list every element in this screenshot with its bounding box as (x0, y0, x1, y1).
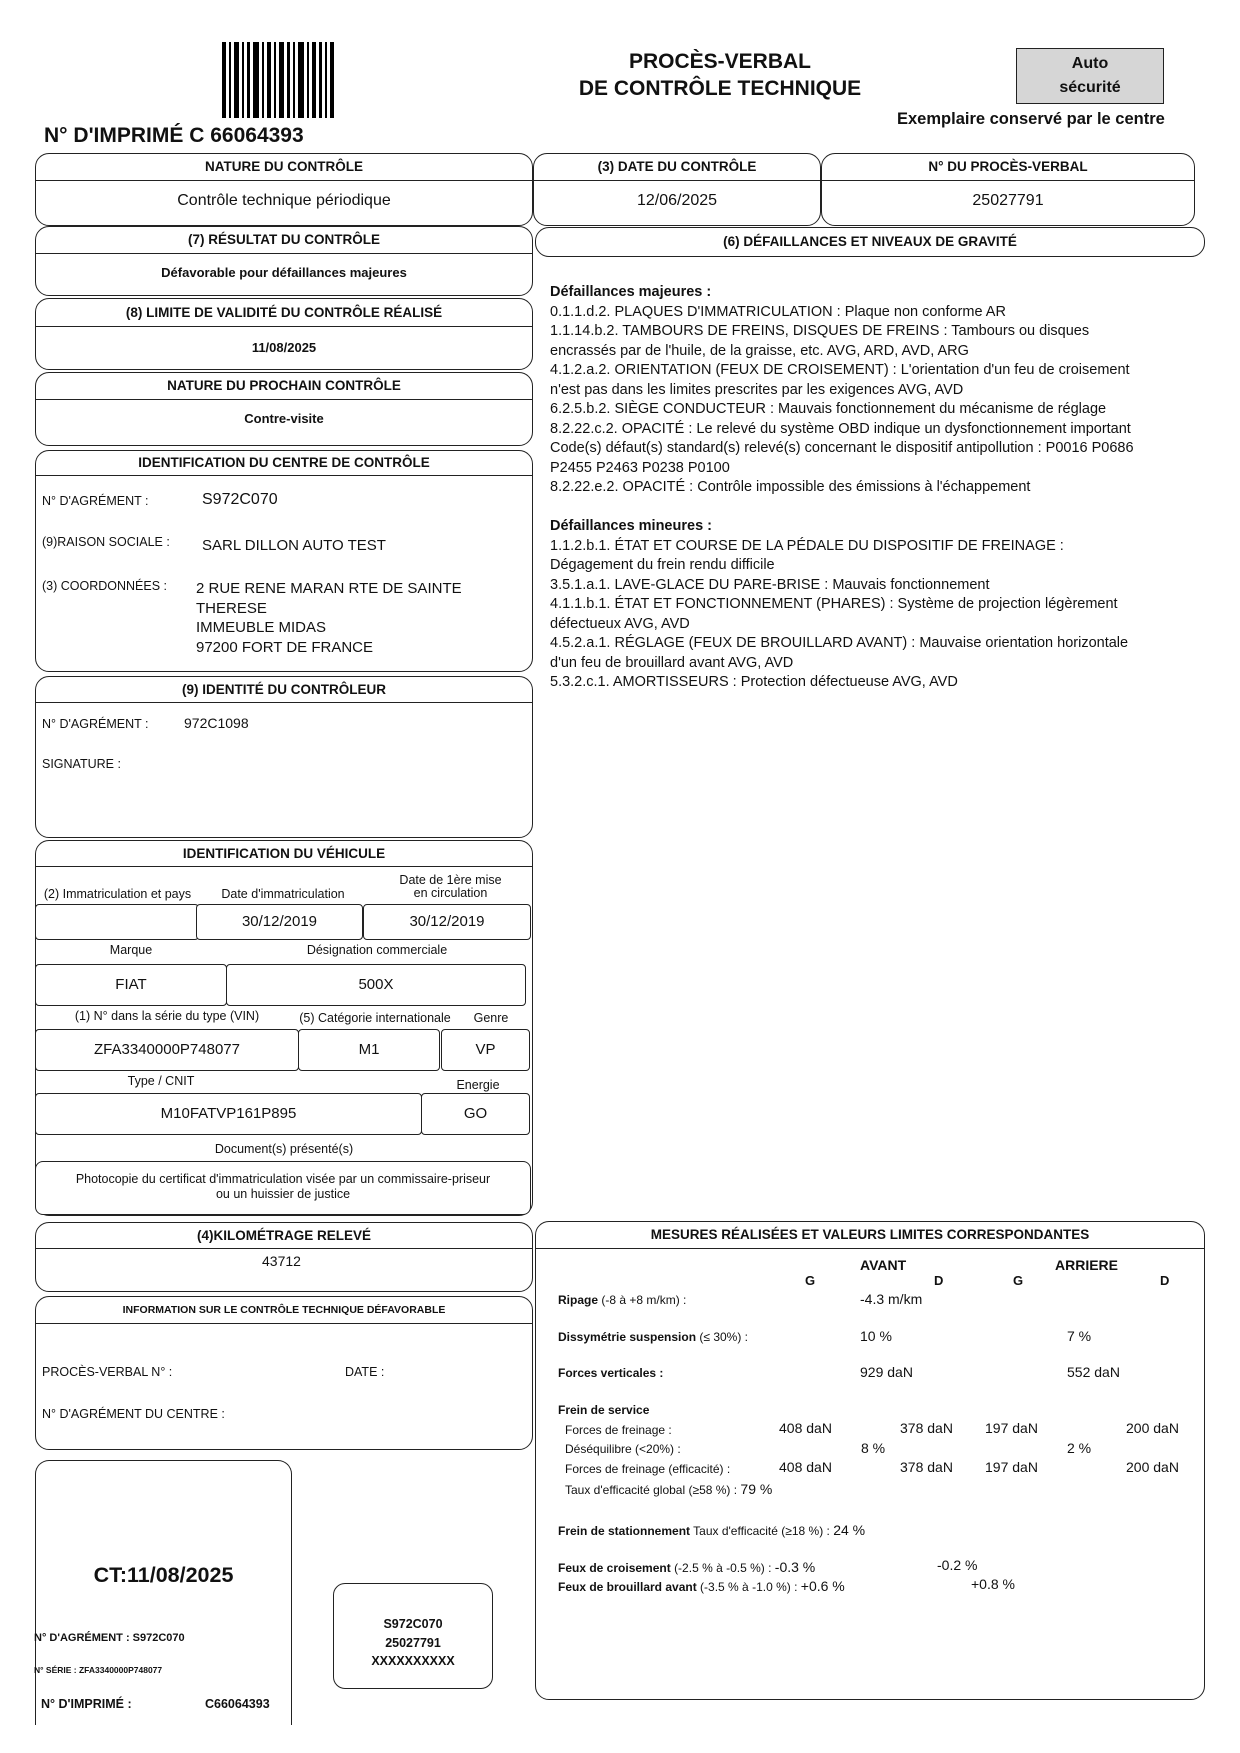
centre-agrement-value: S972C070 (202, 491, 278, 508)
centre-stamp (333, 1583, 493, 1689)
first-circ-label (367, 874, 534, 900)
vin-value: ZFA3340000P748077 (35, 1029, 299, 1071)
energie-label: Energie (456, 1078, 500, 1092)
majeures-title: Défaillances majeures : (550, 284, 712, 300)
freinage-avd: 378 daN (900, 1420, 953, 1436)
genre-label: Genre (473, 1011, 509, 1025)
defaillances-list (550, 283, 1140, 693)
defect-item: 4.1.2.a.2. ORIENTATION (FEUX DE CROISEMENT) : L'orientation d'un feu de croisement n'est pas dans les limites prescrites par les exigences AVG, AVD (550, 362, 1130, 398)
date-control-value: 12/06/2025 (636, 192, 718, 209)
vin-label: (1) N° dans la série du type (VIN) (74, 1009, 260, 1023)
centre-box (35, 450, 533, 672)
date-control-box (533, 153, 821, 226)
brand-badge (1016, 48, 1164, 104)
dissym-limit: (≤ 30%) : (699, 1330, 749, 1344)
controleur-agrement-label: N° D'AGRÉMENT : (42, 717, 149, 731)
defect-item: 6.2.5.b.2. SIÈGE CONDUCTEUR : Mauvais fonctionnement du mécanisme de réglage (550, 401, 1107, 417)
croisement-d: -0.2 % (937, 1557, 978, 1573)
info-pv-label: PROCÈS-VERBAL N° : (42, 1365, 173, 1379)
controleur-signature-label: SIGNATURE : (42, 757, 121, 771)
defaillances-header (535, 227, 1205, 257)
validity-box (35, 298, 533, 370)
documents-label: Document(s) présenté(s) (214, 1142, 354, 1156)
centre-coord-line: THERESE (196, 599, 267, 617)
brouillard-row (558, 1578, 845, 1594)
ripage-value: -4.3 m/km (860, 1291, 923, 1307)
defect-item: 4.1.1.b.1. ÉTAT ET FONCTIONNEMENT (PHARES) : Système de projection légèrement défectueux AVG, AVD (550, 596, 1118, 632)
forces-v-label: Forces verticales : (558, 1366, 664, 1380)
efficacite-avg: 408 daN (779, 1459, 832, 1475)
controleur-label: (9) IDENTITÉ DU CONTRÔLEUR (36, 677, 532, 703)
title-line-1: PROCÈS-VERBAL (628, 50, 812, 73)
centre-coord-value (196, 579, 462, 657)
centre-raison-value: SARL DILLON AUTO TEST (202, 537, 386, 554)
first-circ-label-2: en circulation (413, 886, 488, 900)
stamp-line-1: S972C070 (383, 1617, 443, 1631)
centre-coord-label: (3) COORDONNÉES : (42, 579, 168, 593)
service-label: Frein de service (558, 1403, 650, 1417)
defect-item: 8.2.22.c.2. OPACITÉ : Le relevé du système OBD indique un dysfonctionnement important (550, 420, 1131, 437)
centre-label: IDENTIFICATION DU CENTRE DE CONTRÔLE (36, 451, 532, 476)
centre-raison-label: (9)RAISON SOCIALE : (42, 535, 170, 549)
date-immat-label: Date d'immatriculation (221, 887, 345, 901)
nature-label: NATURE DU CONTRÔLE (36, 154, 532, 181)
desequilibre-arriere: 2 % (1067, 1440, 1092, 1456)
centre-coord-line: 2 RUE RENE MARAN RTE DE SAINTE (196, 580, 462, 597)
type-value: M10FATVP161P895 (35, 1093, 422, 1135)
dissym-arriere: 7 % (1067, 1328, 1092, 1344)
avant-d: D (934, 1273, 944, 1288)
croisement-limit: (-2.5 % à -0.5 %) : (674, 1561, 772, 1575)
validity-label: (8) LIMITE DE VALIDITÉ DU CONTRÔLE RÉALISÉ (36, 299, 532, 327)
brand-line-1: Auto (1071, 55, 1109, 72)
kilometrage-value: 43712 (262, 1253, 301, 1269)
marque-label: Marque (109, 943, 153, 957)
next-control-value: Contre-visite (244, 411, 324, 426)
defect-item: 1.1.2.b.1. ÉTAT ET COURSE DE LA PÉDALE DU DISPOSITIF DE FREINAGE : Dégagement du frein rendu difficile (550, 537, 1064, 573)
stamp-line-2: 25027791 (385, 1635, 441, 1650)
barcode (222, 42, 334, 118)
type-label: Type / CNIT (127, 1074, 195, 1088)
vignette (35, 1460, 292, 1725)
dissym-avant: 10 % (860, 1328, 892, 1344)
brouillard-d: +0.8 % (971, 1576, 1015, 1592)
centre-coord-line: IMMEUBLE MIDAS (196, 619, 327, 636)
stationnement-row (558, 1522, 865, 1538)
designation-value: 500X (226, 964, 526, 1006)
desequilibre-avant: 8 % (861, 1440, 886, 1456)
arriere-d: D (1160, 1273, 1170, 1288)
freinage-avg: 408 daN (779, 1420, 832, 1436)
centre-coord-line: 97200 FORT DE FRANCE (196, 638, 374, 656)
defaillances-label: (6) DÉFAILLANCES ET NIVEAUX DE GRAVITÉ (723, 234, 1017, 249)
nature-box (35, 153, 533, 226)
arriere-g: G (1013, 1273, 1024, 1288)
avant-g: G (805, 1273, 816, 1288)
defect-item: 8.2.22.e.2. OPACITÉ : Contrôle impossible des émissions à l'échappement (550, 479, 1031, 495)
stationnement-label: Frein de stationnement (558, 1524, 691, 1538)
vignette-serie: N° SÉRIE : ZFA3340000P748077 (34, 1665, 163, 1675)
efficacite-avd: 378 daN (900, 1459, 953, 1475)
info-defavorable-box (35, 1296, 533, 1450)
immat-value (35, 904, 199, 940)
vignette-ct-date: CT:11/08/2025 (93, 1563, 234, 1587)
dissym-row (558, 1330, 748, 1344)
ripage-row (558, 1293, 686, 1307)
defect-item: 3.5.1.a.1. LAVE-GLACE DU PARE-BRISE : Mauvais fonctionnement (550, 576, 990, 593)
categorie-value: M1 (298, 1029, 440, 1071)
stationnement-limit: Taux d'efficacité (≥18 %) : (693, 1524, 830, 1538)
dissym-label: Dissymétrie suspension (558, 1330, 697, 1344)
brouillard-limit: (-3.5 % à -1.0 %) : (700, 1580, 798, 1594)
taux-global-label: Taux d'efficacité global (≥58 %) : (565, 1483, 738, 1497)
marque-value: FIAT (35, 964, 227, 1006)
arriere-header: ARRIERE (1055, 1257, 1119, 1273)
efficacite-arg: 197 daN (985, 1459, 1038, 1475)
defect-item: 5.3.2.c.1. AMORTISSEURS : Protection défectueuse AVG, AVD (550, 674, 958, 690)
defect-item: 0.1.1.d.2. PLAQUES D'IMMATRICULATION : Plaque non conforme AR (550, 303, 1006, 320)
nature-value: Contrôle technique périodique (177, 192, 391, 209)
defect-item: Code(s) défaut(s) standard(s) relevé(s) concernant le dispositif antipollution : P0016 P0686 P2455 P2463 P0238 P0100 (550, 440, 1134, 476)
documents-line-1: Photocopie du certificat d'immatriculation visée par un commissaire-priseur (75, 1172, 491, 1186)
croisement-label: Feux de croisement (558, 1561, 671, 1575)
freinage-arg: 197 daN (985, 1420, 1038, 1436)
date-immat-value: 30/12/2019 (196, 904, 363, 940)
categorie-label: (5) Catégorie internationale (299, 1011, 451, 1025)
vignette-imprime-label: N° D'IMPRIMÉ : (41, 1697, 132, 1711)
defect-item: 1.1.14.b.2. TAMBOURS DE FREINS, DISQUES DE FREINS : Tambours ou disques encrassés par de l'huile, de la graisse, etc. AVG, ARD, AVD, ARG (550, 323, 1090, 359)
copy-note: Exemplaire conservé par le centre (897, 110, 1165, 128)
taux-global-row (565, 1481, 772, 1497)
forces-v-avant: 929 daN (860, 1364, 913, 1380)
result-label: (7) RÉSULTAT DU CONTRÔLE (36, 227, 532, 254)
desequilibre-label: Déséquilibre (<20%) : (565, 1442, 681, 1456)
print-number: N° D'IMPRIMÉ C 66064393 (44, 124, 304, 147)
next-control-label: NATURE DU PROCHAIN CONTRÔLE (36, 373, 532, 400)
controleur-agrement-value: 972C1098 (184, 715, 249, 731)
documents-line-2: ou un huissier de justice (215, 1187, 351, 1201)
info-agrement-label: N° D'AGRÉMENT DU CENTRE : (42, 1407, 225, 1421)
brouillard-g: +0.6 % (800, 1578, 845, 1594)
validity-value: 11/08/2025 (251, 340, 317, 355)
info-date-label: DATE : (345, 1365, 385, 1379)
pv-number-value: 25027791 (972, 192, 1044, 209)
kilometrage-label: (4)KILOMÉTRAGE RELEVÉ (36, 1223, 532, 1249)
first-circ-label-1: Date de 1ère mise (399, 873, 502, 887)
efficacite-ard: 200 daN (1126, 1459, 1179, 1475)
mesures-box (535, 1221, 1205, 1700)
genre-value: VP (441, 1029, 530, 1071)
result-value: Défavorable pour défaillances majeures (161, 265, 407, 280)
result-box (35, 226, 533, 296)
immat-label: (2) Immatriculation et pays (43, 887, 192, 901)
vehicle-label: IDENTIFICATION DU VÉHICULE (36, 841, 532, 867)
croisement-row (558, 1559, 815, 1575)
controleur-box (35, 676, 533, 838)
centre-agrement-label: N° D'AGRÉMENT : (42, 494, 149, 508)
brand-line-2: sécurité (1059, 79, 1121, 96)
efficacite-label: Forces de freinage (efficacité) : (565, 1462, 731, 1476)
brouillard-label: Feux de brouillard avant (558, 1580, 697, 1594)
taux-global-value: 79 % (740, 1481, 773, 1497)
vignette-agrement: N° D'AGRÉMENT : S972C070 (34, 1632, 185, 1644)
vehicle-box (35, 840, 533, 1216)
mineures-title: Défaillances mineures : (550, 518, 712, 534)
documents-value (35, 1161, 531, 1215)
vignette-imprime-value: C66064393 (205, 1697, 270, 1711)
defect-item: 4.5.2.a.1. RÉGLAGE (FEUX DE BROUILLARD AVANT) : Mauvaise orientation horizontale d'un feu de brouillard avant AVG, AVD (550, 635, 1129, 671)
stationnement-value: 24 % (833, 1522, 866, 1538)
ripage-label: Ripage (558, 1293, 599, 1307)
title-line-2: DE CONTRÔLE TECHNIQUE (578, 77, 862, 100)
page-title (540, 48, 900, 102)
forces-v-arriere: 552 daN (1067, 1364, 1120, 1380)
stamp-line-3: XXXXXXXXXX (371, 1654, 455, 1668)
energie-value: GO (421, 1093, 530, 1135)
pv-number-label: N° DU PROCÈS-VERBAL (822, 154, 1194, 181)
designation-label: Désignation commerciale (306, 943, 448, 957)
ripage-limit: (-8 à +8 m/km) : (601, 1293, 687, 1307)
date-control-label: (3) DATE DU CONTRÔLE (534, 154, 820, 181)
kilometrage-box (35, 1222, 533, 1292)
first-circ-value: 30/12/2019 (363, 904, 531, 940)
freinage-ard: 200 daN (1126, 1420, 1179, 1436)
next-control-box (35, 372, 533, 446)
pv-number-box (821, 153, 1195, 226)
info-defavorable-label: INFORMATION SUR LE CONTRÔLE TECHNIQUE DÉFAVORABLE (36, 1297, 532, 1324)
mesures-label: MESURES RÉALISÉES ET VALEURS LIMITES CORRESPONDANTES (536, 1222, 1204, 1249)
avant-header: AVANT (860, 1257, 907, 1273)
croisement-g: -0.3 % (774, 1559, 816, 1575)
freinage-label: Forces de freinage : (565, 1423, 672, 1437)
